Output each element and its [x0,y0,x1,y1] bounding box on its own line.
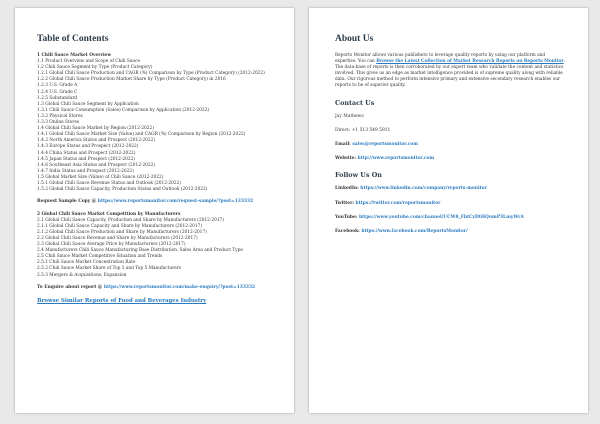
toc-entry: 2.1.2 Global Chili Sauce Production and Share by Manufacturers (2012-2017) [37,229,207,235]
toc-entry: 1.1 Product Overview and Scope of Chili Sauce [37,59,141,65]
toc-entry: 2 Global Chili Sauce Market Competition by Manufacturers [37,211,181,217]
website-link[interactable]: http://www.reportsmonitor.com [357,156,435,162]
request-sample-line [37,199,276,205]
toc-entry: 2.1 Global Chili Sauce Capacity, Production and Share by Manufacturers (2012-2017) [37,217,224,223]
toc-entry: 1.4.5 Japan Status and Prospect (2012-2022) [37,156,135,162]
linkedin-link[interactable]: https://www.linkedin.com/company/reports-monitor [360,186,487,192]
toc-title: Table of Contents [37,34,109,44]
about-paragraph [335,53,566,90]
website-line [335,156,566,162]
about-title: About Us [335,34,374,44]
toc-entry: 1.3 Global Chili Sauce Segment by Application [37,101,139,107]
page-right [309,8,588,413]
contact-heading: Contact Us [335,98,375,107]
request-sample-link[interactable]: https://www.reportsmonitor.com/request-sample/?post=133332 [97,199,254,205]
toc-entry: 2.1.1 Global Chili Sauce Capacity and Share by Manufacturers (2012-2017) [37,223,203,229]
toc-entry: 2.5.3 Mergers & Acquisitions, Expansion [37,272,127,278]
toc-entry: 1.2.5 Substandard [37,95,78,101]
toc-entry: 1.5 Global Market Size (Value) of Chili Sauce (2012-2022) [37,174,164,180]
toc-entry: 1.4.4 China Status and Prospect (2012-2022) [37,150,136,156]
toc-entry: 1.5.1 Global Chili Sauce Revenue Status and Outlook (2012-2022) [37,180,182,186]
toc-entry: 1 Chili Sauce Market Overview [37,53,112,58]
enquire-line [37,285,276,291]
toc-entry: 1.2.3 U.S. Grade A [37,83,78,89]
browse-similar-reports-link[interactable]: Browse Similar Reports of Food and Beverages Industry [37,298,207,304]
toc-entry: 2.5.2 Chili Sauce Market Share of Top 3 and Top 5 Manufacturers [37,266,181,272]
toc-entry: 2.3 Global Chili Sauce Average Price by Manufacturers (2012-2017) [37,242,186,248]
toc-entry: 1.4 Global Chili Sauce Market by Region (2012-2022) [37,126,154,132]
toc-entry: 1.4.1 Global Chili Sauce Market Size (Value) and CAGR (%) Comparison by Region (2012-2022) [37,132,246,138]
toc-entry: 1.2.1 Global Chili Sauce Production and CAGR (%) Comparison by Type (Product Category) (2012-2022) [37,71,265,77]
direct-value: +1 513 549 5911 [351,127,391,133]
twitter-label: Twitter: [335,200,356,206]
toc-entry: 2.4 Manufacturers Chili Sauce Manufacturing Base Distribution, Sales Area and Product Type [37,248,243,254]
enquire-link[interactable]: https://www.reportsmonitor.com/make-enquiry/?post=133332 [103,284,256,290]
website-label: Website: [335,156,358,162]
toc-entry: 2.2 Global Chili Sauce Revenue and Share by Manufacturers (2012-2017) [37,235,198,241]
toc-entry: 1.4.6 Southeast Asia Status and Prospect (2012-2022) [37,162,156,168]
linkedin-label: LinkedIn: [335,186,361,192]
email-label: Email: [335,141,353,147]
about-text-start: Reports Monitor allows various publishers to leverage quality reports by using our platform and expertise. You can [335,53,546,65]
facebook-link[interactable]: https://www.facebook.com/ReportsMonitor/ [361,228,468,234]
email-link[interactable]: sales@reportsmonitor.com [352,141,418,147]
youtube-link[interactable]: https://www.youtube.com/channel/UCW8_FbtCyDtHQumP3LmyWrA [358,214,524,220]
enquire-label: To Enquire about report @ [37,284,104,290]
toc-section-1 [37,53,276,193]
toc-entry: 2.5 Chili Sauce Market Competitive Situation and Trends [37,254,163,260]
toc-entry: 1.4.7 India Status and Prospect (2012-2022) [37,168,134,174]
toc-entry: 1.4.3 Europe Status and Prospect (2012-2022) [37,144,139,150]
follow-heading: Follow Us On [335,171,382,180]
linkedin-line [335,186,566,192]
toc-entry: 1.2.2 Global Chili Sauce Production Market Share by Type (Product Category) in 2016 [37,77,226,83]
direct-label: Direct: [335,127,352,133]
facebook-label: Facebook: [335,228,362,234]
youtube-label: YouTube: [335,214,359,220]
page-left [15,8,294,413]
toc-entry: 1.3.1 Chili Sauce Consumption (Sales) Comparison by Application (2012-2022) [37,107,210,113]
toc-entry: 1.5.2 Global Chili Sauce Capacity, Production Status and Outlook (2012-2022) [37,187,208,193]
twitter-line [335,201,566,207]
toc-entry: 1.4.2 North America Status and Prospect (2012-2022) [37,138,155,144]
contact-name-text: Jay Mathews [335,113,364,119]
facebook-line [335,229,566,235]
youtube-line [335,215,566,221]
toc-entry: 1.3.3 Online Stores [37,120,80,126]
request-sample-label: Request Sample Copy @ [37,199,98,205]
contact-name [335,114,566,120]
email-line [335,142,566,148]
toc-section-2 [37,212,276,279]
about-text-end: . The data-base of reports is then corroborated by our expert team who validate the content and statistics involved. This gives us an edge as market intelligence provided is of supreme quality along with reliable data. Our rigorous method to perform intensive primary and extensive secondary research enables our reports to be of superior quality. [335,59,566,89]
toc-entry: 2.5.1 Chili Sauce Market Concentration Rate [37,260,136,266]
direct-line [335,128,566,134]
twitter-link[interactable]: https://twitter.com/reportsmonitor [355,200,441,206]
toc-entry: 1.2.4 U.S. Grade C [37,89,78,95]
toc-entry: 1.2 Chili Sauce Segment by Type (Product Category) [37,65,153,71]
browse-latest-collection-link[interactable]: Browse the Latest Collection of Market Research Reports on Reports Monitor [376,59,564,65]
toc-entry: 1.3.2 Physical Stores [37,113,83,119]
